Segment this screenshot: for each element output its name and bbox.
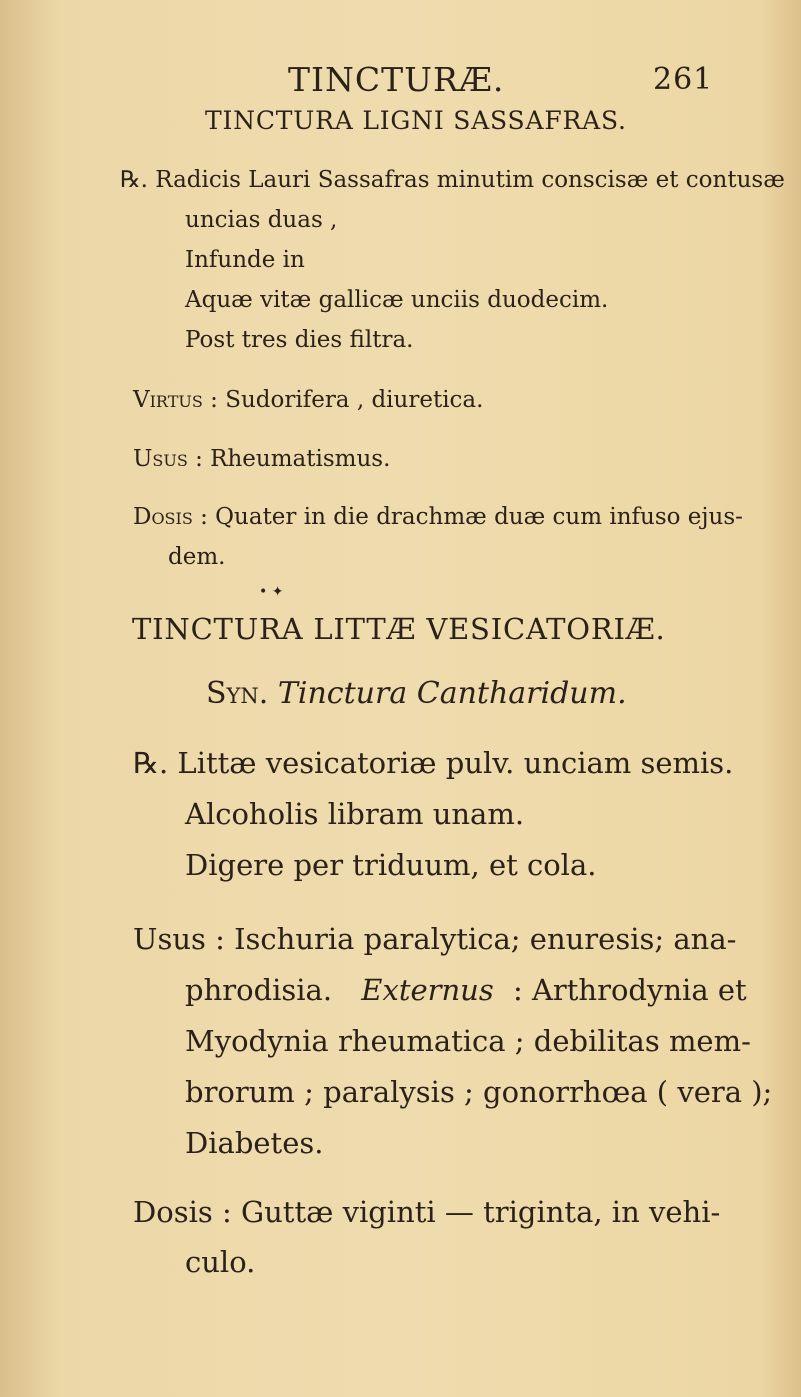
recipe-line-5: Post tres dies filtra. (185, 327, 414, 353)
usus2-line-4: brorum ; paralysis ; gonorrhœa ( vera ); (185, 1075, 773, 1109)
ornament: • ✦ (259, 584, 284, 600)
dosis2-label: Dosis (133, 1195, 213, 1229)
section-heading-litta: TINCTURA LITTÆ VESICATORIÆ. (132, 612, 666, 646)
recipe-line-2: uncias duas , (185, 207, 338, 233)
dosis-continuation: dem. (168, 544, 226, 570)
usus2-line-3: Myodynia rheumatica ; debilitas mem- (185, 1024, 751, 1058)
usus-label: Usus (133, 446, 188, 472)
dosis2-text: : Guttæ viginti — triginta, in vehi- (221, 1195, 721, 1229)
usus2-line-2 (185, 973, 747, 1007)
dosis-label: Dosis (133, 504, 193, 530)
synonym-text: Tinctura Cantharidum. (277, 676, 627, 711)
recipe2-line-3: Digere per triduum, et cola. (185, 848, 597, 882)
virtus-label: Virtus (133, 387, 203, 413)
recipe2-line-2: Alcoholis libram unam. (185, 797, 525, 831)
synonym-line (206, 676, 627, 711)
usus2-text-3: : Arthrodynia et (512, 973, 747, 1007)
recipe-line-3: Infunde in (185, 247, 305, 273)
usus2-line-5: Diabetes. (185, 1126, 324, 1160)
usus2-line-1 (133, 922, 736, 956)
recipe-line-1: ℞. Radicis Lauri Sassafras minutim conscisæ et contusæ (120, 167, 785, 193)
dosis2-line (133, 1195, 720, 1229)
recipe2-line-1: ℞. Littæ vesicatoriæ pulv. unciam semis. (133, 746, 734, 780)
synonym-label: Syn. (206, 676, 269, 711)
dosis2-continuation: culo. (185, 1245, 256, 1279)
externus-label: Externus (361, 973, 494, 1007)
recipe-line-4: Aquæ vitæ gallicæ unciis duodecim. (185, 287, 609, 313)
section-heading-sassafras: TINCTURA LIGNI SASSAFRAS. (205, 106, 627, 135)
usus2-text-1: : Ischuria paralytica; enuresis; ana- (215, 922, 737, 956)
virtus-text: : Sudorifera , diuretica. (210, 387, 484, 413)
usus2-label: Usus (133, 922, 206, 956)
usus2-text-2: phrodisia. (185, 973, 333, 1007)
page-number: 261 (653, 62, 714, 97)
usus-text: : Rheumatismus. (195, 446, 391, 472)
dosis-line (133, 504, 743, 530)
virtus-line (133, 387, 483, 413)
dosis-text: : Quater in die drachmæ duæ cum infuso ejus- (200, 504, 743, 530)
usus-line (133, 446, 390, 472)
running-title: TINCTURÆ. (288, 60, 505, 99)
